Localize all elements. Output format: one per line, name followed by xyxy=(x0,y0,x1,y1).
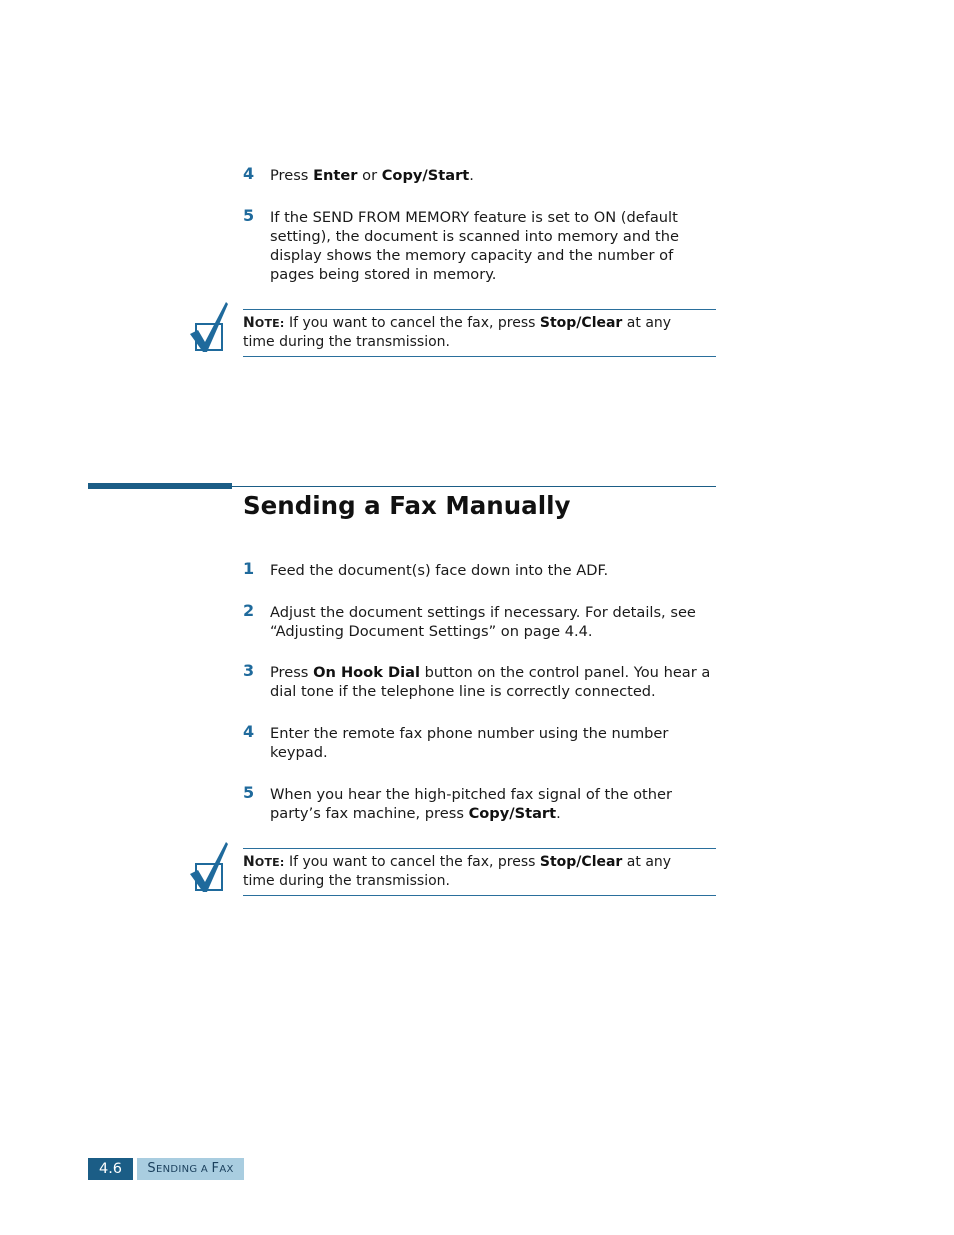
step-text: Press On Hook Dial button on the control panel. You hear a dial tone if the telephone line is correctly connected. xyxy=(270,664,711,700)
note-label: NOTE: xyxy=(243,315,285,331)
step-4 xyxy=(243,724,723,762)
step-number: 3 xyxy=(243,661,255,680)
step-3 xyxy=(243,663,723,701)
step-text: Feed the document(s) face down into the ADF. xyxy=(270,562,609,579)
step-text: Adjust the document settings if necessary. For details, see “Adjusting Document Settings” on page 4.4. xyxy=(270,604,696,640)
step-text: If the SEND FROM MEMORY feature is set to ON (default setting), the document is scanned into memory and the display shows the memory capacity and the number of pages being stored in memory. xyxy=(270,209,679,283)
note-bottom-rule xyxy=(243,356,716,357)
checkmark-note-icon xyxy=(188,840,230,896)
step-number: 4 xyxy=(243,164,255,183)
note-text: NOTE: If you want to cancel the fax, press Stop/Clear at any time during the transmission. xyxy=(243,854,672,889)
step-2 xyxy=(243,603,723,641)
note-label: NOTE: xyxy=(243,854,285,870)
page-number: 4.6 xyxy=(88,1158,133,1180)
step-4-top xyxy=(243,166,723,185)
step-1 xyxy=(243,561,723,580)
step-text: Press Enter or Copy/Start. xyxy=(270,167,474,184)
step-5-top xyxy=(243,208,723,284)
note-bottom-rule xyxy=(243,895,716,896)
section-rule-thin xyxy=(232,486,716,487)
step-number: 4 xyxy=(243,722,255,741)
step-text: When you hear the high-pitched fax signal of the other party’s fax machine, press Copy/Start. xyxy=(270,786,673,822)
step-5 xyxy=(243,785,723,823)
section-title: Sending a Fax Manually xyxy=(243,491,571,520)
step-number: 2 xyxy=(243,601,255,620)
footer-section-label: SENDING A FAX xyxy=(137,1158,244,1180)
checkmark-note-icon xyxy=(188,300,230,356)
section-rule-thick xyxy=(88,483,232,489)
note-top-rule xyxy=(243,309,716,310)
step-number: 1 xyxy=(243,559,255,578)
step-number: 5 xyxy=(243,783,255,802)
step-text: Enter the remote fax phone number using the number keypad. xyxy=(270,725,669,761)
step-number: 5 xyxy=(243,206,255,225)
note-text: NOTE: If you want to cancel the fax, press Stop/Clear at any time during the transmission. xyxy=(243,315,672,350)
note-top-rule xyxy=(243,848,716,849)
